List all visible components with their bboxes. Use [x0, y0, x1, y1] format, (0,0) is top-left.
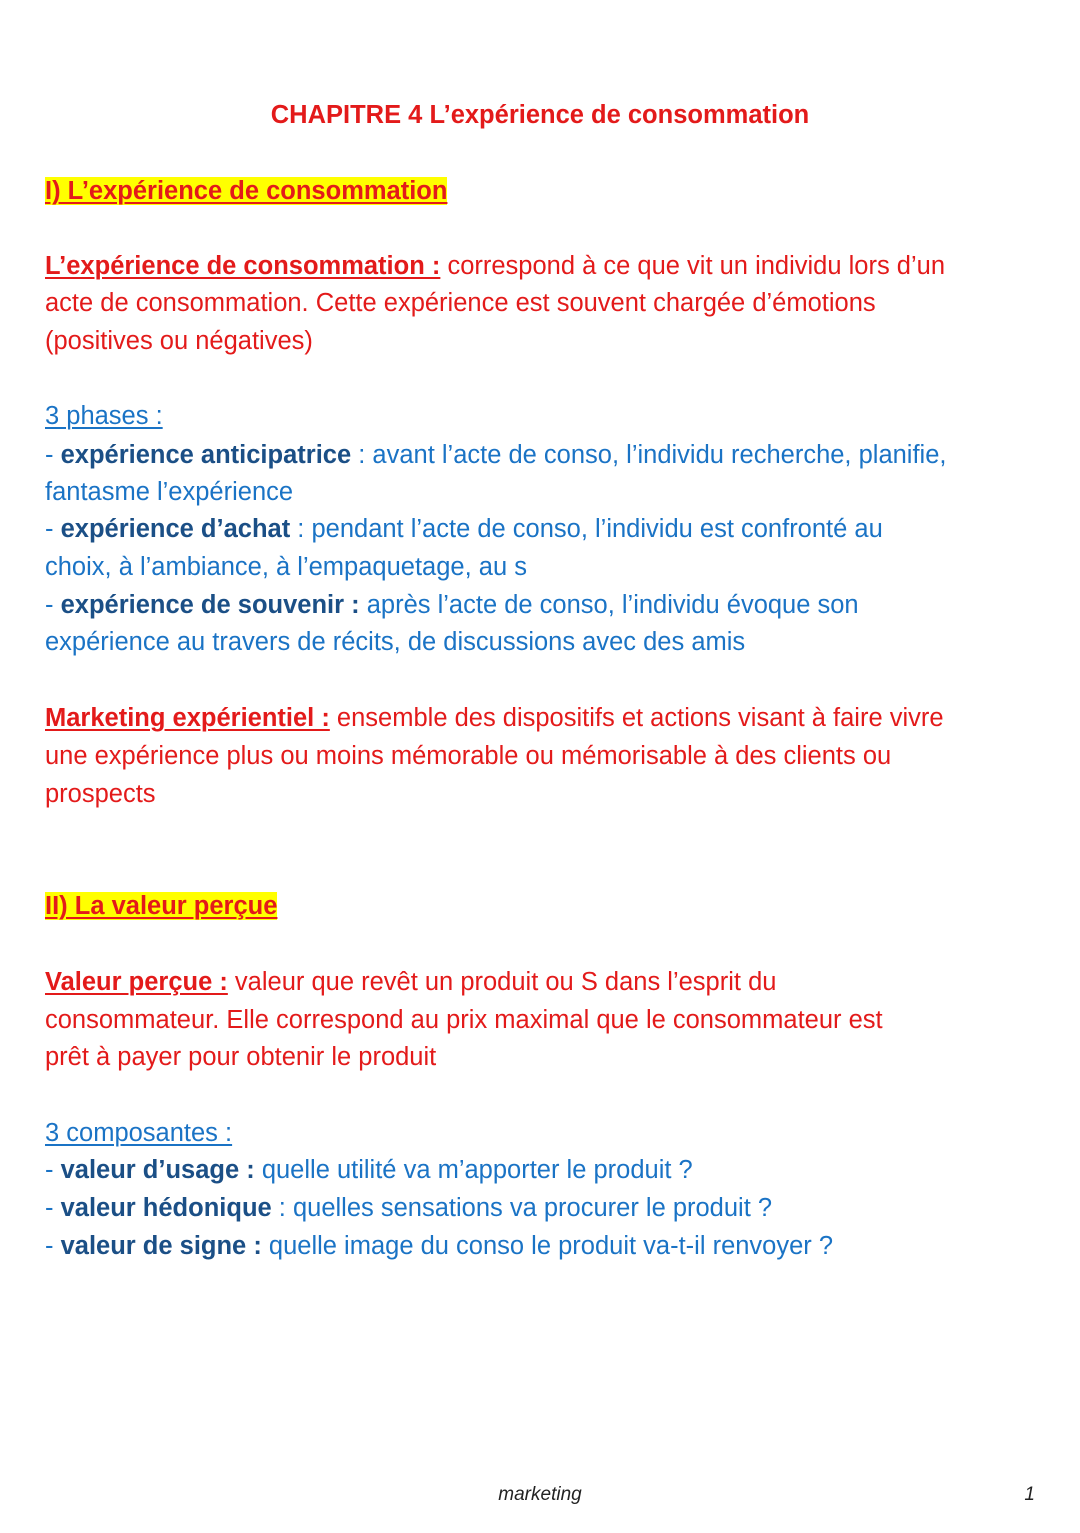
phase-3-text: après l’acte de conso, l’individu évoque son [366, 591, 859, 619]
component-1-text: quelle utilité va m’apporter le produit ? [254, 1156, 693, 1184]
components-heading [45, 1114, 1040, 1152]
list-dash: - [45, 1232, 61, 1260]
section-1-heading-text: I) L’expérience de consommation [45, 177, 448, 205]
component-3-term: valeur de signe : [60, 1232, 262, 1260]
phase-3-term: expérience de souvenir : [60, 591, 360, 619]
definition-2-text: valeur que revêt un produit ou S dans l’esprit du [227, 968, 777, 996]
phase-2-line-2: choix, à l’ambiance, à l’empaquetage, au s [45, 553, 527, 581]
marketing-term: Marketing expérientiel : [45, 704, 330, 732]
phase-2-line-1 [45, 510, 1040, 548]
phase-2-text: pendant l’acte de conso, l’individu est confronté au [311, 515, 883, 543]
phase-1-line-1 [45, 436, 1040, 474]
list-dash: - [45, 591, 61, 619]
page-number: 1 [1024, 1484, 1035, 1505]
definition-2-line-2: consommateur. Elle correspond au prix maximal que le consommateur est [45, 1006, 883, 1034]
definition-2-term: Valeur perçue : [45, 968, 228, 996]
component-3-text: quelle image du conso le produit va-t-il renvoyer ? [261, 1232, 834, 1260]
definition-2-line-3: prêt à payer pour obtenir le produit [45, 1043, 437, 1071]
section-2-heading [45, 887, 1040, 925]
list-dash: - [45, 1156, 61, 1184]
component-2-term: valeur hédonique [60, 1194, 272, 1222]
phases-heading [45, 397, 1040, 435]
footer-label: marketing [498, 1484, 582, 1505]
marketing-text: ensemble des dispositifs et actions visant à faire vivre [329, 704, 944, 732]
definition-1-term: L’expérience de consommation : [45, 252, 441, 280]
component-2 [45, 1189, 1040, 1227]
definition-2-line-1 [45, 963, 1040, 1001]
definition-1-text: correspond à ce que vit un individu lors d’un [440, 252, 946, 280]
section-1-heading [45, 172, 1040, 210]
phase-1-line-2: fantasme l’expérience [45, 478, 294, 506]
phase-2-term: expérience d’achat [60, 515, 291, 543]
phase-3-line-2: expérience au travers de récits, de discussions avec des amis [45, 628, 746, 656]
components-heading-text: 3 composantes : [45, 1119, 233, 1147]
marketing-line-3: prospects [45, 780, 156, 808]
phase-1-term: expérience anticipatrice [60, 441, 352, 469]
component-1 [45, 1151, 1040, 1189]
phase-1-text: avant l’acte de conso, l’individu recherche, planifie, [372, 441, 947, 469]
section-2-heading-text: II) La valeur perçue [45, 892, 278, 920]
definition-1-line-3: (positives ou négatives) [45, 327, 313, 355]
list-dash: - [45, 1194, 61, 1222]
separator [360, 591, 367, 619]
marketing-line-2: une expérience plus ou moins mémorable ou mémorisable à des clients ou [45, 742, 892, 770]
phase-3-line-1 [45, 586, 1040, 624]
component-2-text: : quelles sensations va procurer le produit ? [271, 1194, 773, 1222]
list-dash: - [45, 441, 61, 469]
separator: : [290, 515, 312, 543]
component-1-term: valeur d’usage : [60, 1156, 255, 1184]
definition-1-line-2: acte de consommation. Cette expérience est souvent chargée d’émotions [45, 289, 876, 317]
definition-1-line-1 [45, 247, 1040, 285]
list-dash: - [45, 515, 61, 543]
separator: : [351, 441, 373, 469]
page-title: CHAPITRE 4 L’expérience de consommation [270, 101, 810, 129]
marketing-line-1 [45, 699, 1040, 737]
component-3 [45, 1227, 1040, 1265]
phases-heading-text: 3 phases : [45, 402, 163, 430]
